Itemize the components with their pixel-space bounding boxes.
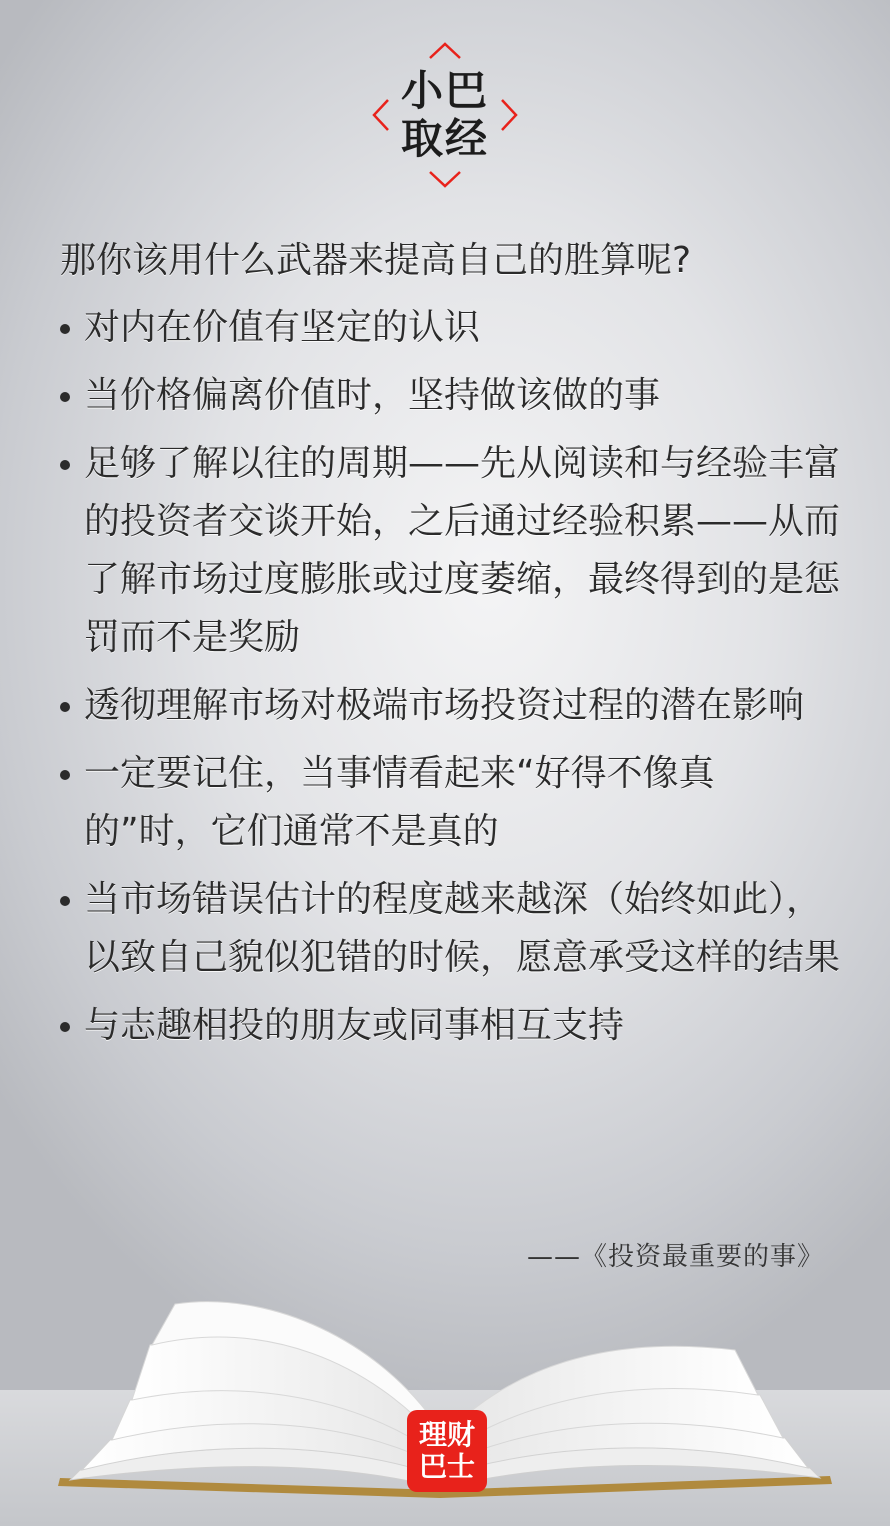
list-item — [60, 299, 840, 357]
source-citation: ——《投资最重要的事》 — [526, 1242, 824, 1272]
list-item — [60, 435, 840, 667]
list-item-text: 对内在价值有坚定的认识 — [84, 307, 481, 348]
quote-content — [60, 235, 840, 1065]
list-item-text: 当价格偏离价值时，坚持做该做的事 — [84, 375, 661, 416]
seal-line-1: 理财 — [418, 1418, 475, 1451]
seal-line-2: 巴士 — [418, 1450, 475, 1483]
bullet-list — [60, 299, 840, 1055]
list-item-text: 足够了解以往的周期——先从阅读和与经验丰富的投资者交谈开始，之后通过经验积累——从而了解市场过度膨胀或过度萎缩，最终得到的是惩罚而不是奖励 — [84, 443, 841, 658]
list-item-text: 透彻理解市场对极端市场投资过程的潜在影响 — [84, 685, 805, 726]
brand-seal — [407, 1410, 487, 1492]
list-item — [60, 745, 840, 861]
bullet-icon — [60, 392, 70, 402]
list-item — [60, 367, 840, 425]
logo-line-1: 小巴 — [400, 66, 489, 115]
list-item — [60, 997, 840, 1055]
intro-question: 那你该用什么武器来提高自己的胜算呢? — [60, 240, 692, 281]
bullet-icon — [60, 896, 70, 906]
bullet-icon — [60, 460, 70, 470]
list-item-text: 当市场错误估计的程度越来越深（始终如此），以致自己貌似犯错的时候，愿意承受这样的结果 — [84, 879, 841, 978]
list-item-text: 一定要记住，当事情看起来“好得不像真的”时，它们通常不是真的 — [84, 753, 715, 852]
bullet-icon — [60, 770, 70, 780]
bullet-icon — [60, 702, 70, 712]
list-item — [60, 677, 840, 735]
bullet-icon — [60, 324, 70, 334]
list-item — [60, 871, 840, 987]
logo-line-2: 取经 — [400, 114, 489, 163]
header-logo — [370, 40, 520, 190]
bullet-icon — [60, 1022, 70, 1032]
list-item-text: 与志趣相投的朋友或同事相互支持 — [84, 1005, 625, 1046]
